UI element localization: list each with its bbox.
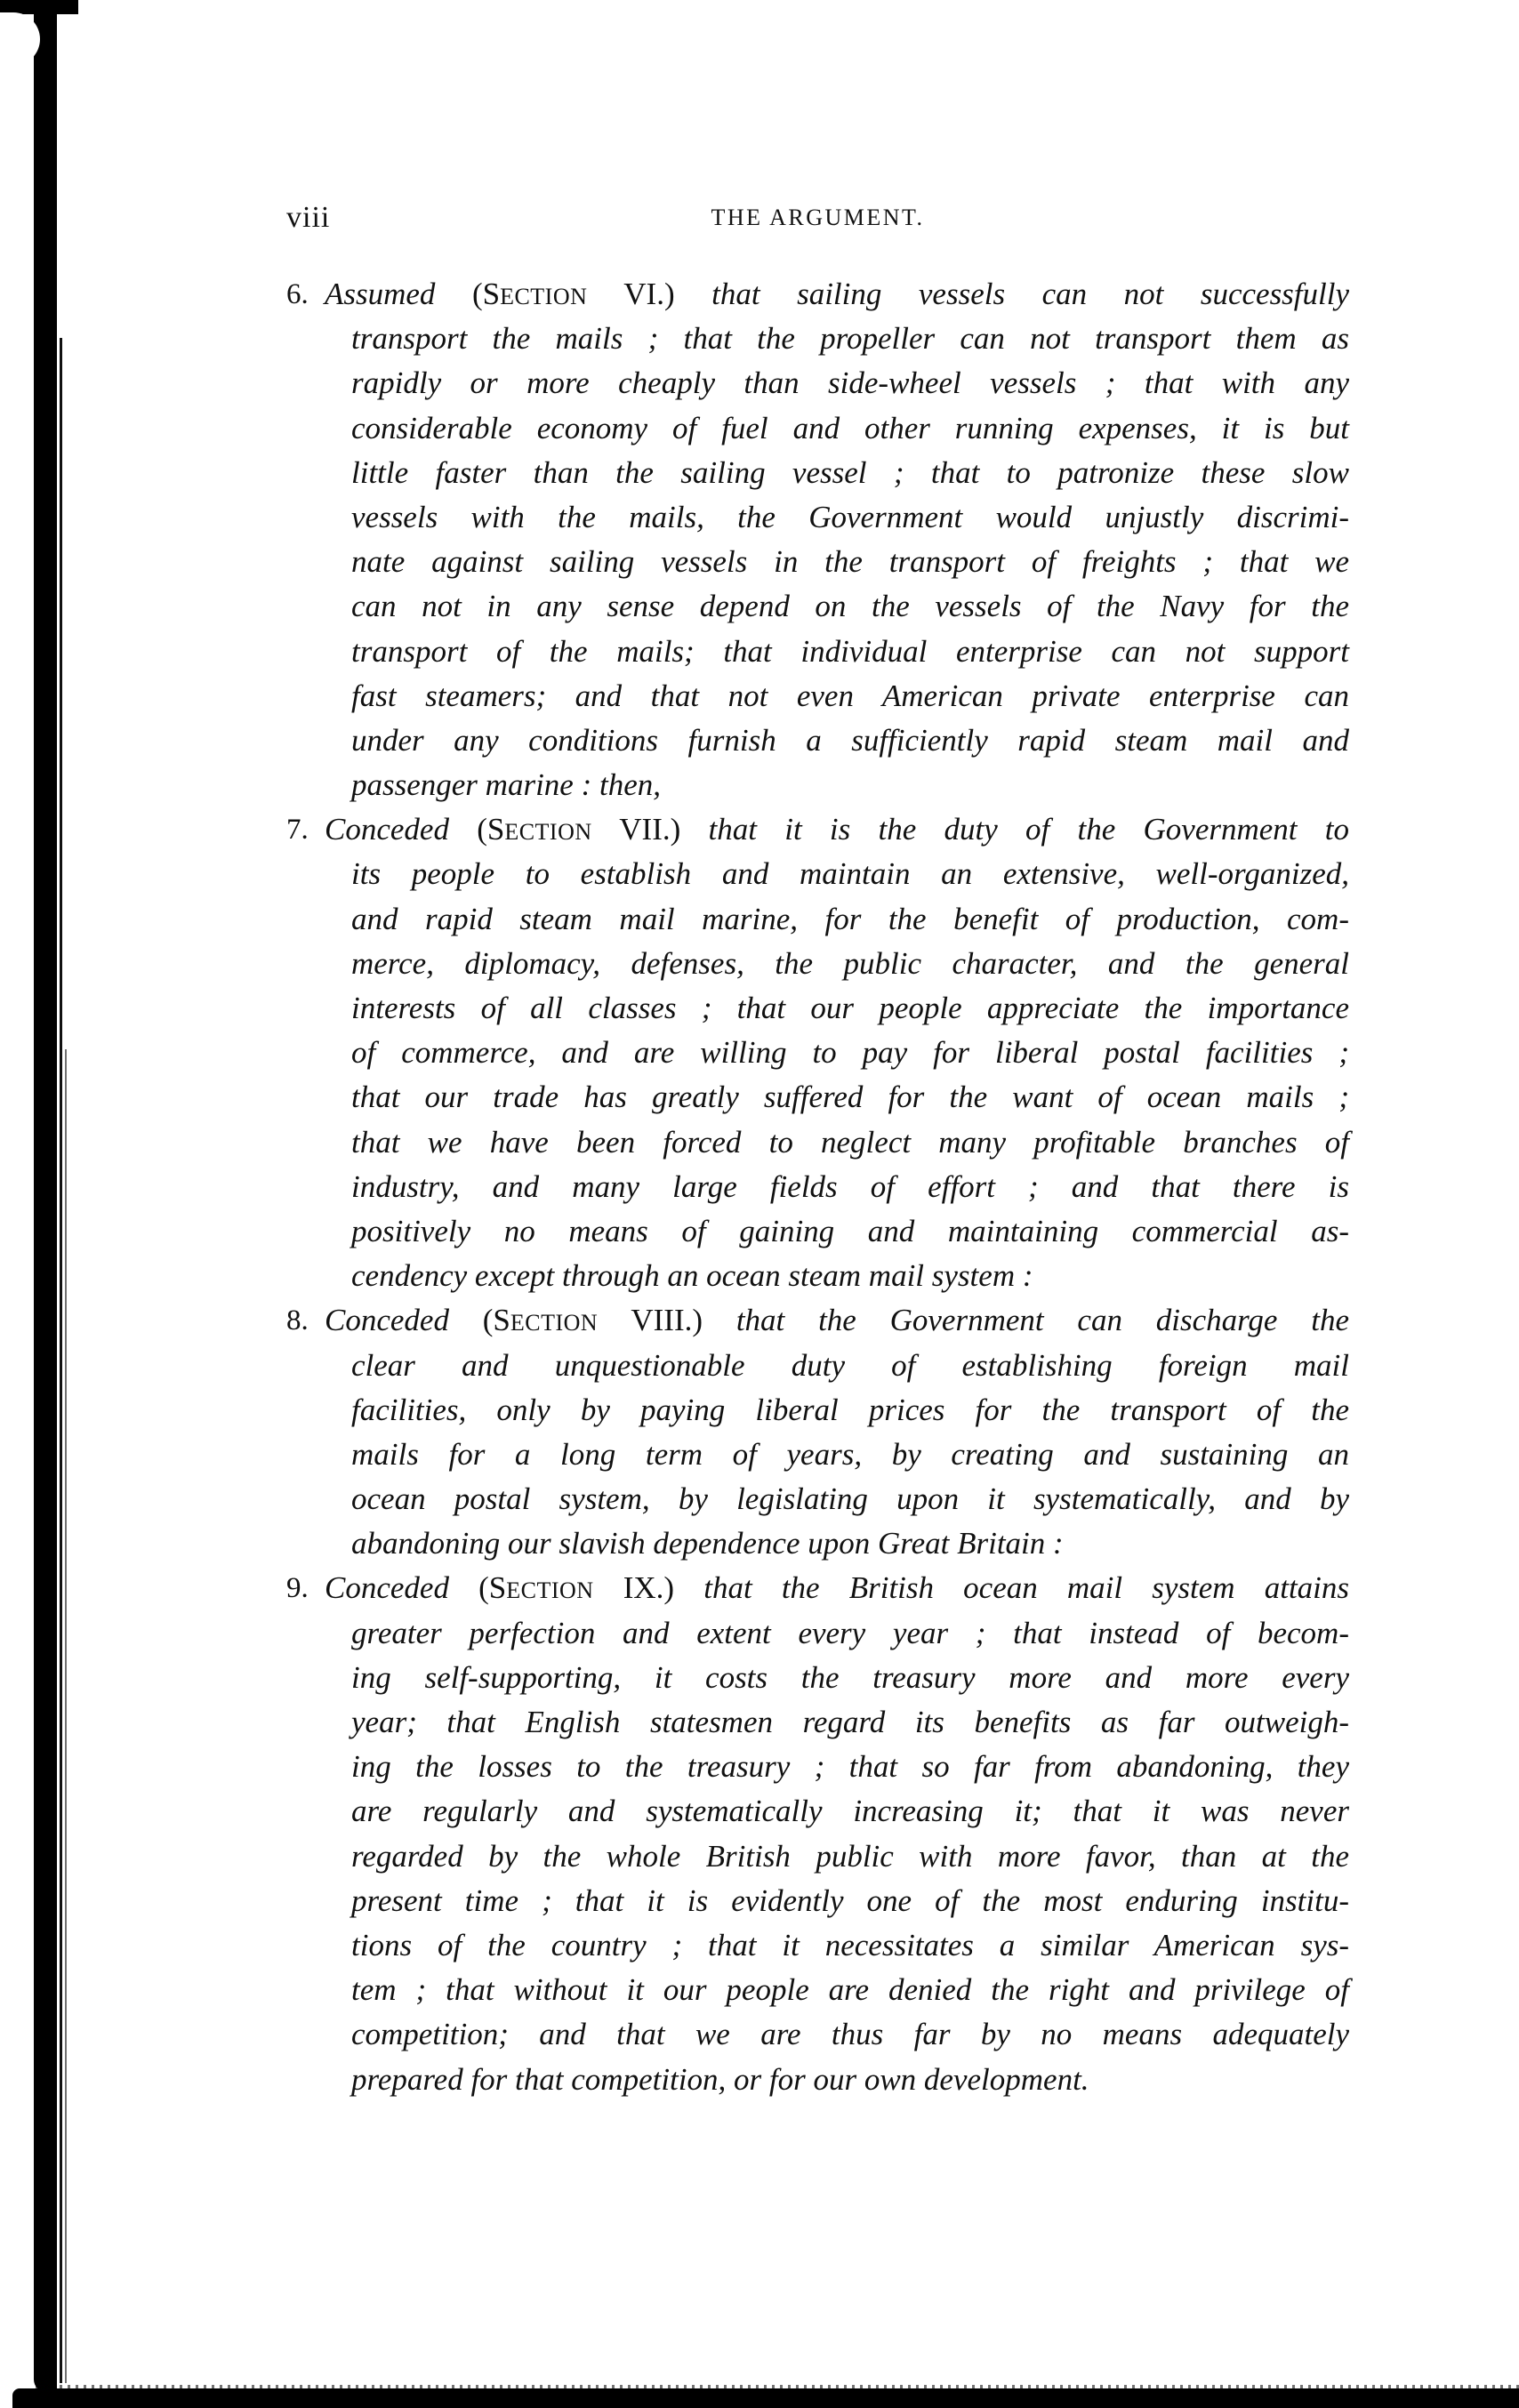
argument-item-7 bbox=[286, 807, 1349, 1298]
text-line: fast steamers; and that not even American private enterprise can bbox=[351, 678, 1349, 713]
text-line: prepared for that competition, or for our own development. bbox=[351, 2061, 1089, 2097]
text-line: abandoning our slavish dependence upon Great Britain : bbox=[351, 1526, 1064, 1561]
section-ref: (SECTION VIII.) bbox=[482, 1303, 703, 1338]
text-line: passenger marine : then, bbox=[351, 767, 662, 803]
text-line: and rapid steam mail marine, for the benefit of production, com- bbox=[351, 901, 1349, 936]
text-line: industry, and many large fields of effort ; and that there is bbox=[351, 1168, 1349, 1204]
text-line: regarded by the whole British public with more favor, than at the bbox=[351, 1838, 1349, 1874]
text-line: that our trade has greatly suffered for the want of ocean mails ; bbox=[351, 1080, 1349, 1115]
item-lead-word: Assumed bbox=[325, 277, 436, 311]
text-line: ing self-supporting, it costs the treasury more and more every bbox=[351, 1659, 1349, 1695]
text-line: merce, diplomacy, defenses, the public character, and the general bbox=[351, 945, 1349, 981]
argument-item-9 bbox=[286, 1566, 1349, 2101]
running-head bbox=[286, 201, 1349, 242]
text-line: positively no means of gaining and maintaining commercial as- bbox=[351, 1213, 1349, 1248]
text-line: vessels with the mails, the Government would unjustly discrimi- bbox=[351, 499, 1349, 534]
text-line: little faster than the sailing vessel ; that to patronize these slow bbox=[351, 454, 1349, 490]
item-number: 8. bbox=[286, 1304, 309, 1337]
item-lead-word: Conceded bbox=[325, 1570, 449, 1606]
text-line: cendency except through an ocean steam mail system : bbox=[351, 1258, 1033, 1294]
text-line: ing the losses to the treasury ; that so far from abandoning, they bbox=[351, 1749, 1349, 1785]
section-ref: (SECTION VI.) bbox=[471, 277, 675, 311]
text-line: year; that English statesmen regard its benefits as far outweigh- bbox=[351, 1705, 1349, 1739]
text-line: are regularly and systematically increasing it; that it was never bbox=[351, 1794, 1349, 1829]
item-first-line bbox=[286, 1566, 1349, 1610]
text-line: of commerce, and are willing to pay for liberal postal facilities ; bbox=[351, 1035, 1349, 1071]
page-bottom-edge bbox=[12, 2388, 1519, 2408]
item-first-line bbox=[286, 1298, 1349, 1343]
item-lead-word: Conceded bbox=[325, 1303, 449, 1338]
text-line: mails for a long term of years, by creating and sustaining an bbox=[351, 1436, 1349, 1472]
text-line: that we have been forced to neglect many profitable branches of bbox=[351, 1124, 1349, 1160]
page-number: viii bbox=[286, 201, 331, 234]
item-first-line-text: that it is the duty of the Government to bbox=[708, 812, 1349, 847]
text-line: clear and unquestionable duty of establishing foreign mail bbox=[351, 1347, 1349, 1383]
text-line: interests of all classes ; that our people appreciate the importance bbox=[351, 991, 1349, 1025]
page-binding-edge bbox=[34, 0, 57, 2392]
text-line: rapidly or more cheaply than side-wheel vessels ; that with any bbox=[351, 365, 1349, 401]
text-line: transport the mails ; that the propeller can not transport them as bbox=[351, 321, 1349, 357]
item-first-line-text: that the British ocean mail system attains bbox=[703, 1570, 1350, 1606]
argument-item-6 bbox=[286, 272, 1349, 807]
text-line: can not in any sense depend on the vessels of the Navy for the bbox=[351, 589, 1349, 624]
page-title: THE ARGUMENT. bbox=[711, 205, 925, 230]
text-line: nate against sailing vessels in the transport of freights ; that we bbox=[351, 544, 1349, 580]
section-ref: (SECTION VII.) bbox=[477, 812, 681, 847]
text-line: transport of the mails; that individual enterprise can not support bbox=[351, 633, 1349, 669]
text-line: facilities, only by paying liberal prices for the transport of the bbox=[351, 1392, 1349, 1427]
text-line: tem ; that without it our people are denied the right and privilege of bbox=[351, 1972, 1349, 2008]
item-first-line bbox=[286, 807, 1349, 852]
page-binding-line bbox=[60, 338, 62, 2383]
argument-list bbox=[286, 272, 1349, 2102]
item-first-line bbox=[286, 272, 1349, 317]
page-binding-line-secondary bbox=[65, 1049, 67, 2383]
item-number: 6. bbox=[286, 278, 309, 310]
text-line: ocean postal system, by legislating upon it systematically, and by bbox=[351, 1481, 1349, 1517]
text-line: its people to establish and maintain an extensive, well-organized, bbox=[351, 856, 1349, 892]
text-line: present time ; that it is evidently one of the most enduring institu- bbox=[351, 1882, 1349, 1918]
text-line: competition; and that we are thus far by no means adequately bbox=[351, 2017, 1349, 2052]
section-ref: (SECTION IX.) bbox=[478, 1570, 675, 1606]
text-line: greater perfection and extent every year ; that instead of becom- bbox=[351, 1615, 1349, 1650]
text-line: tions of the country ; that it necessitates a similar American sys- bbox=[351, 1927, 1349, 1963]
item-first-line-text: that sailing vessels can not successfully bbox=[711, 277, 1350, 311]
text-line: under any conditions furnish a sufficiently rapid steam mail and bbox=[351, 722, 1349, 758]
item-number: 7. bbox=[286, 814, 309, 847]
item-number: 9. bbox=[286, 1572, 309, 1605]
text-line: considerable economy of fuel and other running expenses, it is but bbox=[351, 410, 1349, 445]
item-lead-word: Conceded bbox=[325, 812, 449, 847]
argument-item-8 bbox=[286, 1298, 1349, 1566]
item-first-line-text: that the Government can discharge the bbox=[735, 1303, 1350, 1338]
